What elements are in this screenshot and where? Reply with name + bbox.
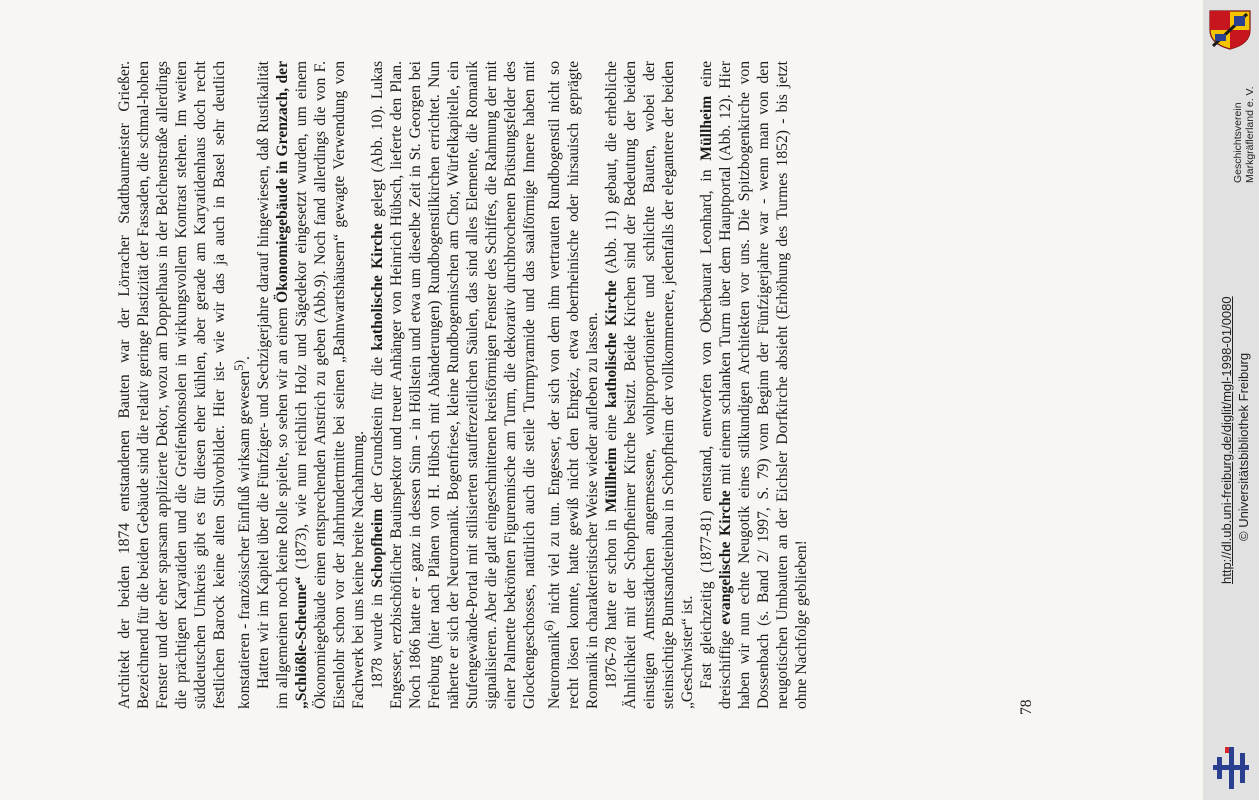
ub-freiburg-logo-icon (1209, 745, 1253, 791)
copyright-notice: © Universitätsbibliothek Freiburg (1236, 352, 1251, 541)
rotated-page-content (115, 60, 1035, 715)
paragraph: Fast gleichzeitig (1877-81) entstand, entworfen von Oberbaurat Leonhard, in Müllheim eine dreischiffige evangelische Kirche mit einem schlanken Turm über dem Hauptportal (Abb. 12). Hier haben wir nun echte Neugotik eines stilkundigen Architekten vor uns. Die Spitzbogenkirche von Dossenbach (s. Band 2/ 1997, S. 79) vom Beginn der Fünfzigerjahre war - wenn man von den neugotischen Umbauten an der Eichsler Dorfkirche absieht (Erhöhung des Turmes 1852) - bis jetzt ohne Nachfolge geblieben! (698, 60, 811, 709)
society-name-line2: Markgräflerland e. V. (1244, 86, 1256, 183)
society-name-line1: Geschichtsverein (1232, 102, 1244, 183)
page-number: 78 (1018, 699, 1035, 715)
paragraph: Hatten wir im Kapitel über die Fünfziger- und Sechzigerjahre darauf hingewiesen, daß Rustikalität im allgemeinen noch keine Rolle spielte, so sehen wir an einem Ökonomiegebäude in Grenzach, der „Schlößle-Scheune“ (1873), wie nun reichlich Holz und Sägedekor eingesetzt wurden, um einem Ökonomiegebäude einen entsprechenden Anstrich zu geben (Abb.9). Noch fand allerdings die von F. Eisenlohr schon vor der Jahrhundertmitte bei seinen „Bahnwartshäusern“ gewagte Verwendung von Fachwerk bei uns keine breite Nachahmung. (255, 61, 368, 709)
paragraph: 1878 wurde in Schopfheim der Grundstein für die katholische Kirche gelegt (Abb. 10). Lukas Engesser, erzbischöflicher Bauinspektor und treuer Anhänger von Heinrich Hübsch, lieferte den Plan. Noch 1866 hatte er - ganz in dessen Sinn - in Höllstein und etwa um dieselbe Zeit in St. Georgen bei Freiburg (hier nach Plänen von H. Hübsch mit Abänderungen) Rundbogenstilkirchen errichtet. Nun näherte er sich der Neuromanik. Bogenfriese, kleine Rundbogennischen am Chor, Würfelkapitelle, ein Stufengewände-Portal mit stilisierten staufferzeitlichen Säulen, das sind alles Elemente, die Romanik signalisieren. Aber die glatt eingeschnittenen kreisförmigen Fenster des Schiffes, die Rahmung der mit einer Palmette bekrönten Figurennische am Turm, die dekorativ durchbrochenen Brüstungsfelder des Glockengeschosses, natürlich auch die steile Turmpyramide und das saalförmige Innere haben mit Neuromanik$^{6)}$ nicht viel zu tun. Engesser, der sich von dem ihm vertrauten Rundbogenstil nicht so recht lösen konnte, hatte gewiß nicht den Ehrgeiz, etwa oberrheinische oder hirsauisch geprägte Romanik in charakteristischer Weise wieder aufleben zu lassen. (369, 60, 602, 709)
paragraph: 1876-78 hatte er schon in Müllheim eine katholische Kirche (Abb. 11) gebaut, die erhebliche Ähnlichkeit mit der Schopfheimer Kirche besitzt. Beide Kirchen sind der Bedeutung der beiden einstigen Amtsstädtchen angemessene, wohlproportionierte und schlichte Bauten, wobei der steinsichtige Buntsandsteinbau in Schopfheim der vollkommenere, jedenfalls der elegantere der beiden „Geschwister“ ist. (603, 61, 697, 709)
paragraph: Architekt der beiden 1874 entstandenen Bauten war der Lörracher Stadtbaumeister Grießer. Bezeichnend für die beiden Gebäude sind die relativ geringe Plastizität der Fassaden, die schmal-hohen Fenster und der eher sparsam applizierte Dekor, wozu am Doppelhaus in der Belchenstraße allerdings die prächtigen Karyatiden und die Greifenkonsolen in wirkungsvollem Kontrast stehen. Im weiten süddeutschen Umkreis gibt es für diesen eher kühlen, aber gerade am Karyatidenhaus doch recht festlichen Barock keine alten Stilvorbilder. Hier ist- wie wir das ja auch in Basel sehr deutlich konstatieren - französischer Einfluß wirksam gewesen$^{5)}$. (116, 61, 254, 709)
coat-of-arms-icon (1207, 8, 1253, 50)
permalink-url[interactable]: http://dl.ub.uni-freiburg.de/diglit/mgl-1998-01/0080 (1219, 296, 1234, 584)
body-text (115, 61, 811, 709)
